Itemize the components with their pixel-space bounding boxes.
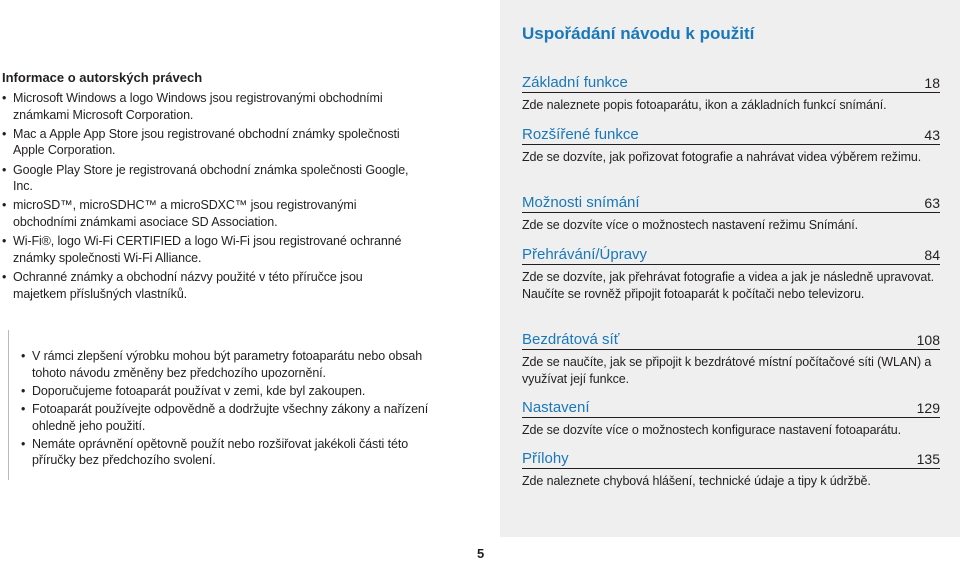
copyright-section	[2, 70, 414, 305]
contents-entry-wireless[interactable]	[522, 329, 940, 387]
entry-title[interactable]: Nastavení	[522, 399, 590, 416]
entry-desc: Zde se dozvíte, jak pořizovat fotografie a nahrávat videa výběrem režimu.	[522, 150, 922, 164]
entry-desc: Zde naleznete chybová hlášení, technické údaje a tipy k údržbě.	[522, 474, 871, 488]
entry-title[interactable]: Rozšířené funkce	[522, 126, 639, 143]
contents-entry-extended[interactable]	[522, 124, 940, 166]
contents-entry-settings[interactable]	[522, 397, 940, 439]
entry-desc: Zde se dozvíte více o možnostech nastavení režimu Snímání.	[522, 218, 859, 232]
list-item: • Wi-Fi®, logo Wi-Fi CERTIFIED a logo Wi-Fi jsou registrované ochranné známky společnosti Wi-Fi Alliance.	[2, 233, 414, 266]
list-item: • Microsoft Windows a logo Windows jsou registrovanými obchodními známkami Microsoft Corporation.	[2, 90, 414, 123]
list-item: • Mac a Apple App Store jsou registrované obchodní známky společnosti Apple Corporation.	[2, 126, 414, 159]
entry-title[interactable]: Bezdrátová síť	[522, 331, 620, 348]
list-item: • Ochranné známky a obchodní názvy použité v této příručce jsou majetkem příslušných vlastníků.	[2, 269, 414, 302]
entry-title[interactable]: Základní funkce	[522, 74, 628, 91]
entry-title[interactable]: Přehrávání/Úpravy	[522, 246, 648, 263]
contents-panel	[500, 0, 960, 537]
list-item: • Google Play Store je registrovaná obchodní známka společnosti Google, Inc.	[2, 162, 414, 195]
contents-title: Uspořádání návodu k použití	[522, 24, 755, 43]
contents-entry-appendix[interactable]	[522, 448, 940, 490]
entry-title[interactable]: Možnosti snímání	[522, 194, 640, 211]
contents-entry-shooting[interactable]	[522, 192, 940, 234]
entry-title[interactable]: Přílohy	[522, 450, 569, 467]
notes-box	[8, 330, 429, 480]
entry-desc: Zde se dozvíte, jak přehrávat fotografie a videa a jak je následně upravovat. Naučíte se rovněž připojit fotoaparát k počítači nebo televizoru.	[522, 270, 934, 301]
entry-page[interactable]: 108	[916, 332, 940, 348]
copyright-heading: Informace o autorských právech	[2, 70, 203, 85]
entry-page[interactable]: 43	[924, 127, 940, 143]
contents-entry-basic[interactable]	[522, 72, 940, 114]
entry-page[interactable]: 129	[916, 400, 940, 416]
entry-page[interactable]: 84	[924, 247, 940, 263]
list-item: • microSD™, microSDHC™ a microSDXC™ jsou registrovanými obchodními známkami asociace SD Association.	[2, 197, 414, 230]
list-item: • Nemáte oprávnění opětovně použít nebo rozšiřovat jakékoli části této příručky bez předchozího svolení.	[21, 436, 429, 469]
notes-list	[21, 348, 429, 469]
entry-desc: Zde se naučíte, jak se připojit k bezdrátové místní počítačové síti (WLAN) a využívat její funkce.	[522, 355, 932, 386]
entry-page[interactable]: 135	[916, 451, 940, 467]
entry-page[interactable]: 18	[924, 75, 940, 91]
entry-page[interactable]: 63	[924, 195, 940, 211]
page-number: 5	[477, 546, 485, 561]
entry-desc: Zde se dozvíte více o možnostech konfigurace nastavení fotoaparátu.	[522, 423, 901, 437]
entry-desc: Zde naleznete popis fotoaparátu, ikon a základních funkcí snímání.	[522, 98, 887, 112]
list-item: • Doporučujeme fotoaparát používat v zemi, kde byl zakoupen.	[21, 383, 429, 400]
list-item: • V rámci zlepšení výrobku mohou být parametry fotoaparátu nebo obsah tohoto návodu změněny bez předchozího upozornění.	[21, 348, 429, 381]
list-item: • Fotoaparát používejte odpovědně a dodržujte všechny zákony a nařízení ohledně jeho použití.	[21, 401, 429, 434]
copyright-list	[2, 90, 414, 302]
contents-entry-playback[interactable]	[522, 244, 940, 302]
